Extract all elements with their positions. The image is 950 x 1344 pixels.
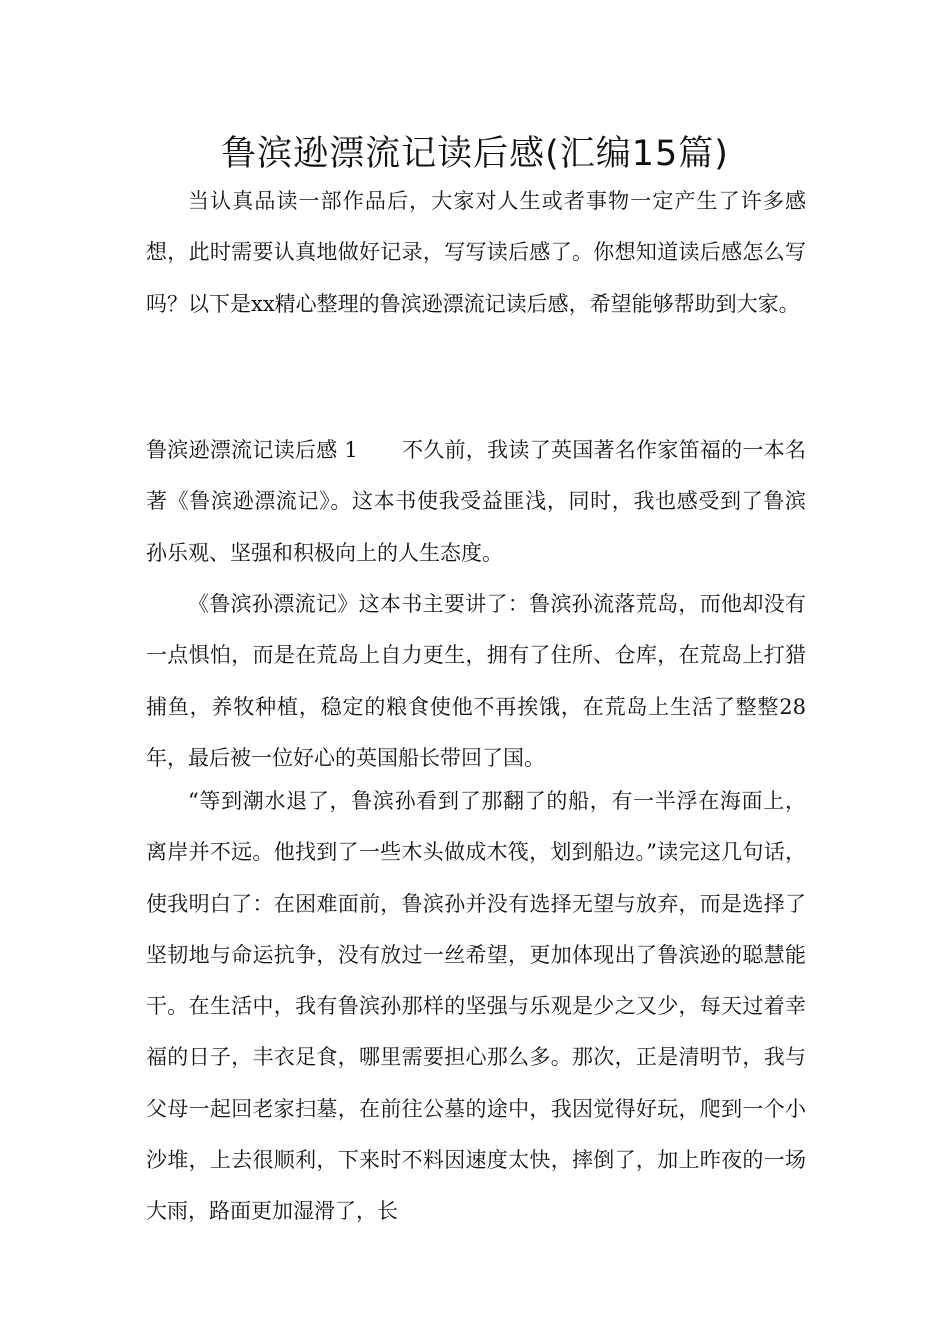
section-1-paragraph-1-text: 不久前，我读了英国著名作家笛福的一本名著《鲁滨逊漂流记》。这本书使我受益匪浅，同时，我也感受到了鲁滨孙乐观、坚强和积极向上的人生态度。 [146, 438, 806, 565]
intro-paragraph: 当认真品读一部作品后，大家对人生或者事物一定产生了许多感想，此时需要认真地做好记录，写写读后感了。你想知道读后感怎么写吗？以下是xx精心整理的鲁滨逊漂流记读后感，希望能够帮助到大家。 [146, 189, 806, 316]
section-1-paragraph-1 [146, 425, 806, 579]
document-title: 鲁滨逊漂流记读后感(汇编15篇) [221, 134, 729, 174]
section-1-paragraph-3: “等到潮水退了，鲁滨孙看到了那翻了的船，有一半浮在海面上，离岸并不远。他找到了一些木头做成木筏，划到船边。”读完这几句话，使我明白了：在困难面前，鲁滨孙并没有选择无望与放弃，而是选择了坚韧地与命运抗争，没有放过一丝希望，更加体现出了鲁滨逊的聪慧能干。在生活中，我有鲁滨孙那样的坚强与乐观是少之又少，每天过着幸福的日子，丰衣足食，哪里需要担心那么多。那次，正是清明节，我与父母一起回老家扫墓，在前往公墓的途中，我因觉得好玩，爬到一个小沙堆，上去很顺利，下来时不料因速度太快，摔倒了，加上昨夜的一场大雨，路面更加湿滑了，长 [146, 789, 806, 1224]
section-1-paragraph-2: 《鲁滨孙漂流记》这本书主要讲了：鲁滨孙流落荒岛，而他却没有一点惧怕，而是在荒岛上自力更生，拥有了住所、仓库，在荒岛上打猎捕鱼，养牧种植，稳定的粮食使他不再挨饿，在荒岛上生活了整整28年，最后被一位好心的英国船长带回了国。 [146, 592, 806, 770]
section-1-heading: 鲁滨逊漂流记读后感 1 [146, 438, 358, 462]
